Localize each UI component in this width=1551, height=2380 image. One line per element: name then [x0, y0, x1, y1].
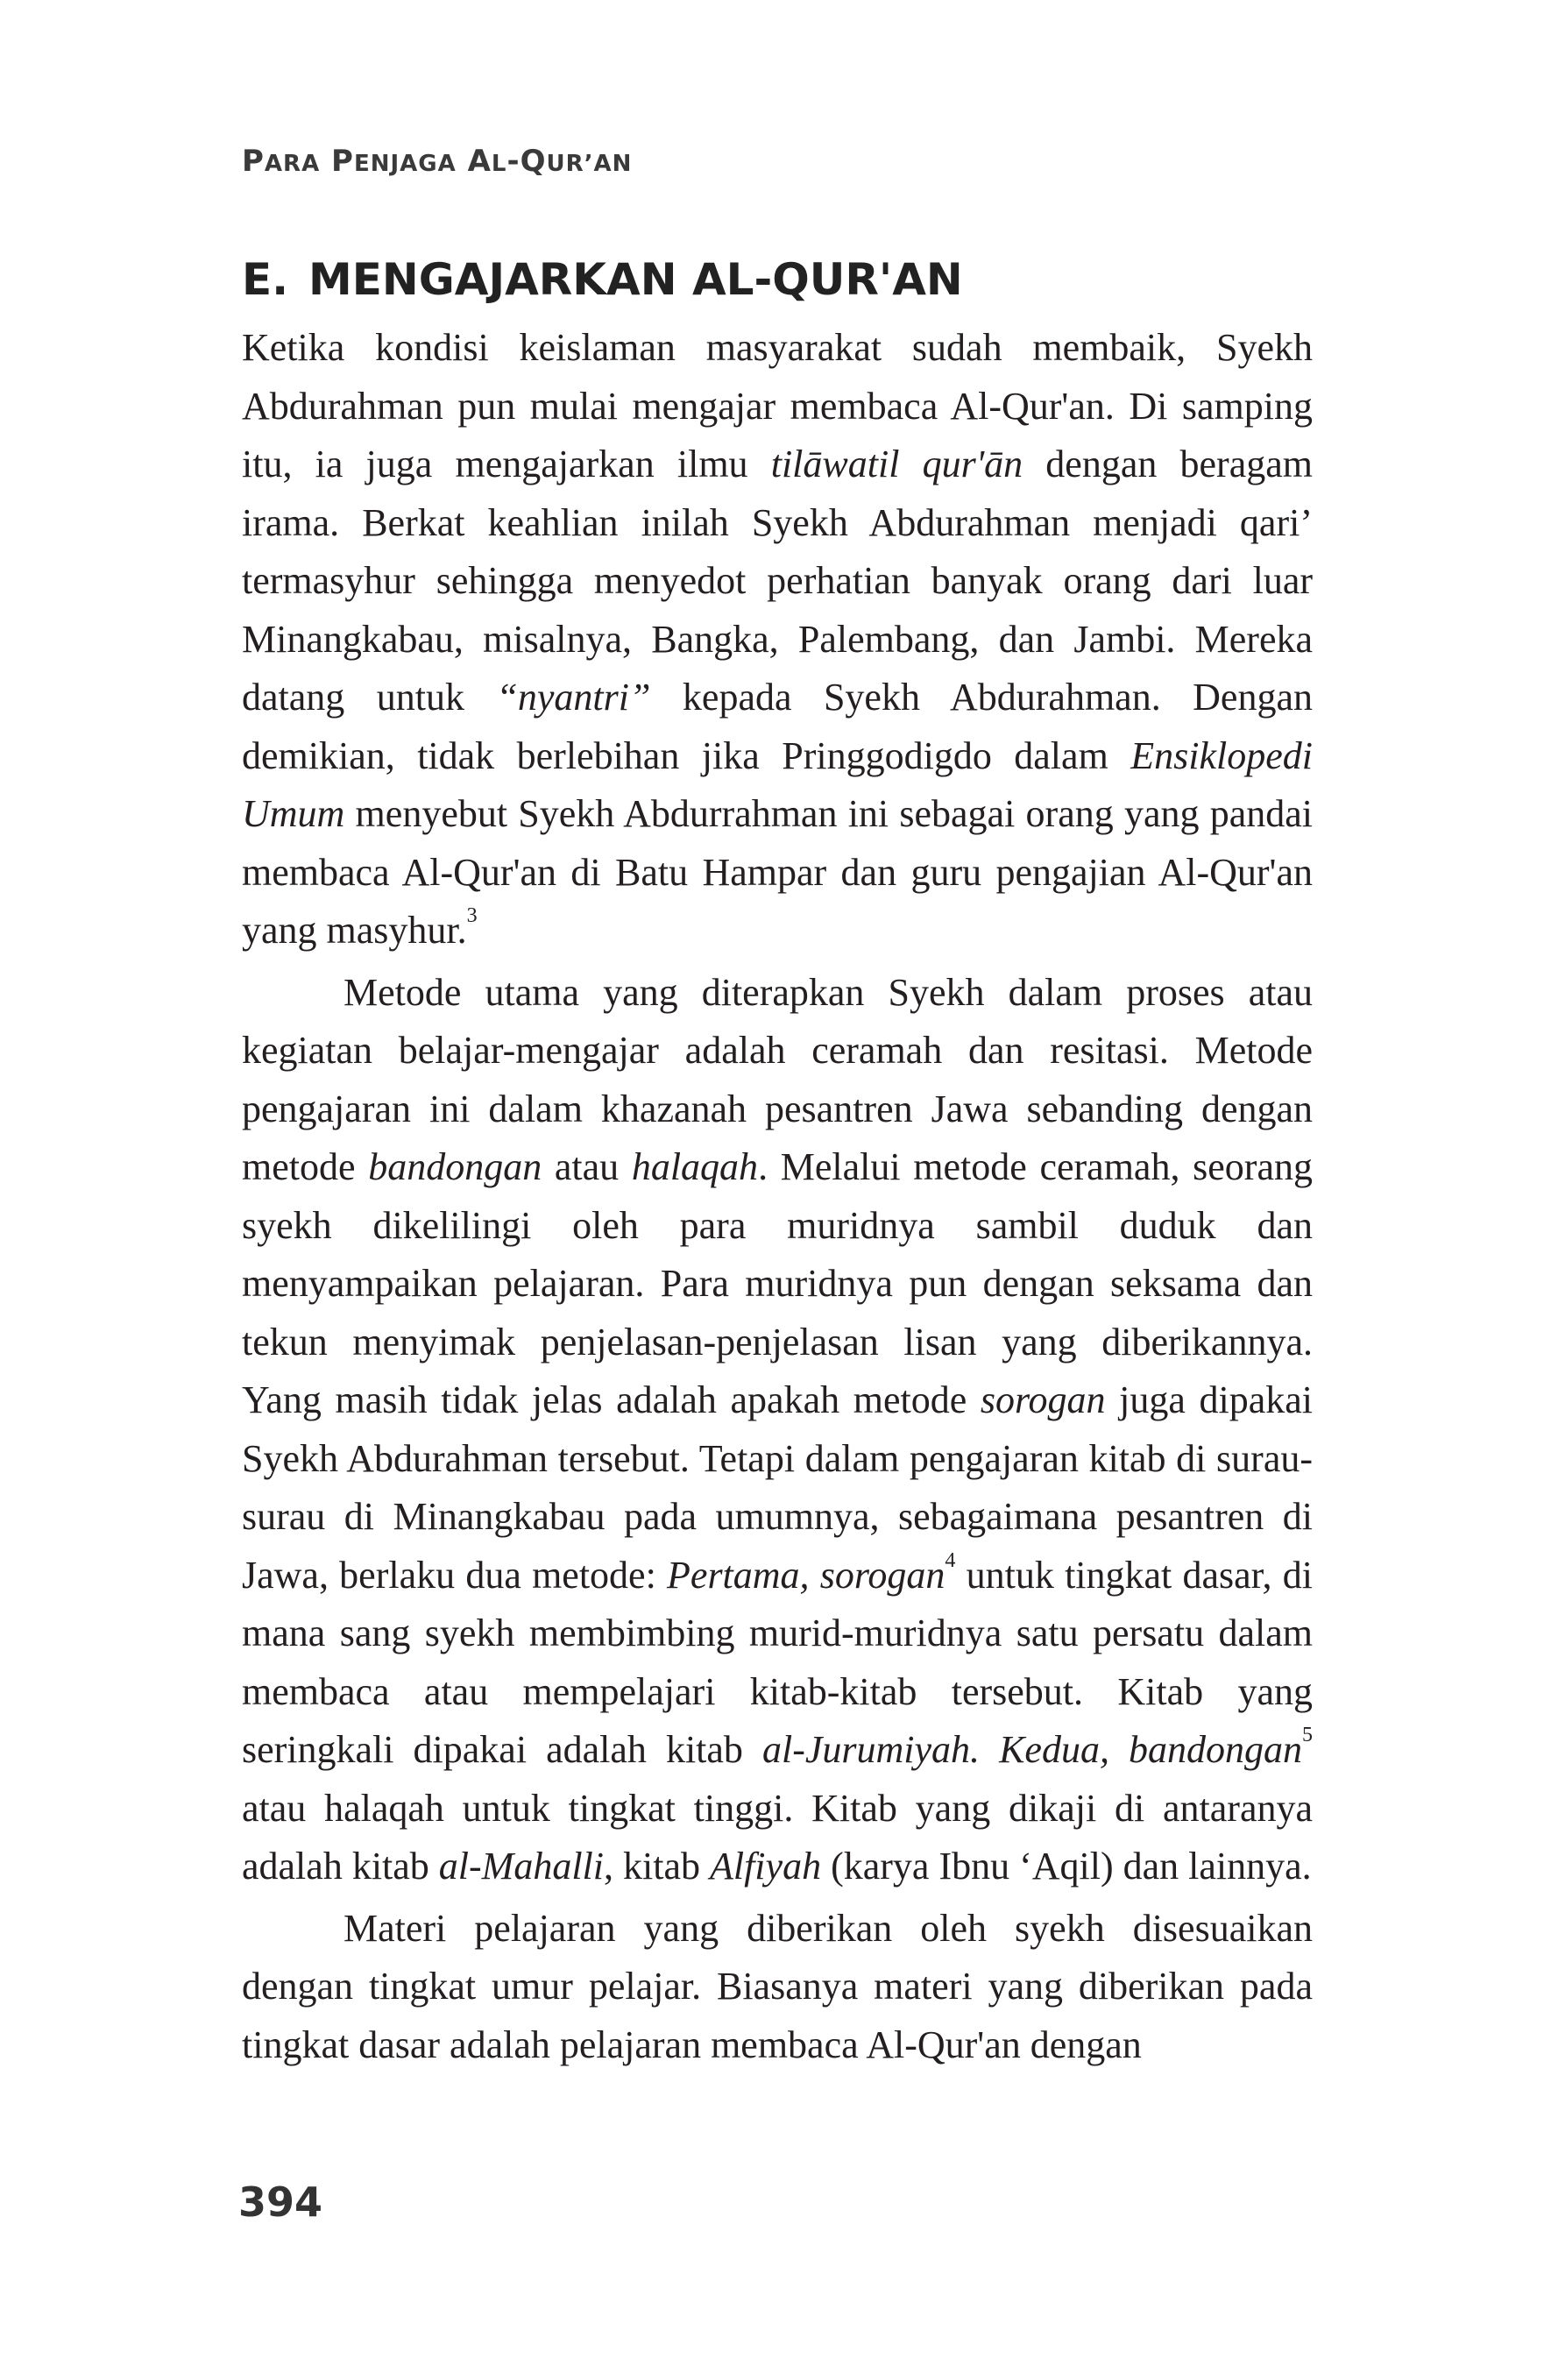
italic-term: Ensiklopedi Umum: [242, 733, 1313, 835]
footnote-ref: 3: [466, 904, 478, 927]
text-segment: . Melalui metode ceramah, seorang syekh dikelilingi oleh para muridnya sambil duduk dan menyampaikan pelajaran. Para muridnya pun dengan seksama dan tekun menyimak penjelasan-penjelasan lisan yang diberikannya. Yang masih tidak jelas adalah apakah metode: [242, 1145, 1313, 1421]
paragraph: [242, 1900, 1313, 2075]
running-header-part: UR’AN: [546, 151, 633, 177]
text-segment: juga dipakai Syekh Abdurahman tersebut. Tetapi dalam pengajaran kitab di surau-surau di Minangkabau pada umumnya, sebagaimana pesantren di Jawa, berlaku dua metode:: [242, 1378, 1313, 1597]
italic-term: halaqah: [631, 1145, 759, 1188]
running-header-part: P: [320, 144, 354, 179]
text-segment: (karya Ibnu ‘Aqil) dan lainnya.: [821, 1845, 1312, 1888]
running-header-part: A: [456, 144, 492, 179]
section-title: MENGAJARKAN AL-QUR'AN: [308, 254, 963, 305]
footnote-ref: 5: [1302, 1724, 1314, 1746]
running-header-part: ENJAGA: [353, 151, 457, 177]
italic-term: al-Mahalli: [438, 1845, 604, 1888]
running-header-part: L: [491, 151, 507, 177]
italic-term: Alfiyah: [709, 1845, 822, 1888]
text-segment: Ketika kondisi keislaman masyarakat sudah membaik, Syekh Abdurahman pun mulai mengajar membaca Al-Qur'an. Di samping itu, ia juga mengajarkan ilmu: [242, 326, 1313, 485]
running-header-part: -Q: [506, 144, 547, 179]
italic-term: sorogan: [980, 1378, 1106, 1421]
text-segment: untuk tingkat dasar, di mana sang syekh membimbing murid-muridnya satu persatu dalam membaca atau mempelajari kitab-kitab tersebut. Kitab yang seringkali dipakai adalah kitab: [242, 1553, 1313, 1771]
running-header-part: ARA: [264, 151, 321, 177]
text-segment: , kitab: [604, 1845, 710, 1888]
italic-term: “nyantri”: [496, 676, 651, 719]
footnote-ref: 4: [945, 1548, 956, 1572]
italic-term: al-Jurumiyah. Kedua, bandongan: [761, 1728, 1303, 1771]
text-segment: Metode utama yang diterapkan Syekh dalam proses atau kegiatan belajar-mengajar adalah ceramah dan resitasi. Metode pengajaran ini dalam khazanah pesantren Jawa sebanding dengan metode: [242, 970, 1313, 1188]
section-number: E.: [242, 254, 289, 305]
page-number: 394: [238, 2178, 323, 2226]
text-segment: atau halaqah untuk tingkat tinggi. Kitab yang dikaji di antaranya adalah kitab: [242, 1786, 1313, 1888]
body-text: [242, 319, 1313, 2074]
paragraph: [242, 964, 1313, 1896]
italic-term: bandongan: [368, 1145, 542, 1188]
text-segment: dengan beragam irama. Berkat keahlian inilah Syekh Abdurahman menjadi qari’ termasyhur sehingga menyedot perhatian banyak orang dari luar Minangkabau, misalnya, Bangka, Palembang, dan Jambi. Mereka datang untuk: [242, 443, 1313, 719]
paragraph: [242, 319, 1313, 960]
text-segment: kepada Syekh Abdurahman. Dengan demikian, tidak berlebihan jika Pringgodigdo dalam: [242, 676, 1313, 777]
italic-term: tilāwatil qur'ān: [770, 443, 1023, 485]
text-segment: Materi pelajaran yang diberikan oleh syekh disesuaikan dengan tingkat umur pelajar. Biasanya materi yang diberikan pada tingkat dasar adalah pelajaran membaca Al-Qur'an dengan: [242, 1906, 1313, 2066]
running-header-part: P: [242, 144, 265, 179]
running-header: [242, 144, 632, 179]
italic-term: Pertama, sorogan: [667, 1553, 945, 1597]
text-segment: atau: [542, 1145, 632, 1188]
text-segment: menyebut Syekh Abdurrahman ini sebagai orang yang pandai membaca Al-Qur'an di Batu Hampar dan guru pengajian Al-Qur'an yang masyhur.: [242, 792, 1313, 952]
section-heading: [242, 254, 963, 305]
